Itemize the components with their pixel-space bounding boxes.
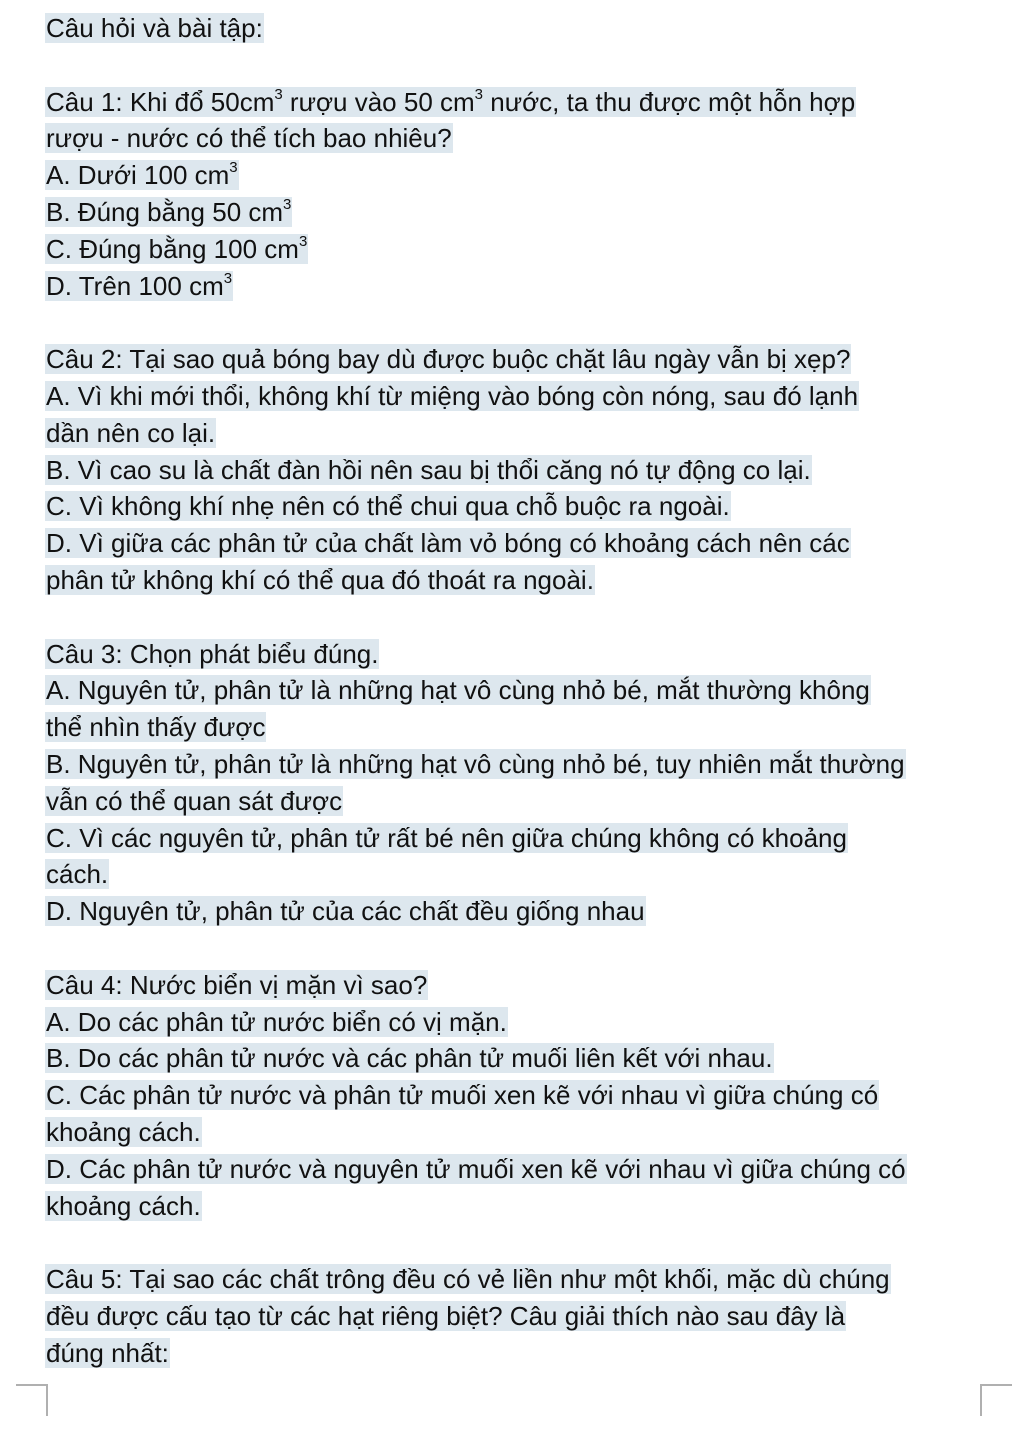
question-3-option-a-cont: thể nhìn thấy được [46, 712, 266, 743]
question-1-option-c: C. Đúng bằng 100 $cm^3$ [46, 232, 308, 264]
question-4-option-d-cont: khoảng cách. [46, 1190, 201, 1221]
question-3-text: Câu 3: Chọn phát biểu đúng. [46, 638, 379, 669]
question-4-text: Câu 4: Nước biển vị mặn vì sao? [46, 969, 428, 1000]
question-1-text-cont: rượu - nước có thể tích bao nhiêu? [46, 123, 452, 154]
question-2-option-a: A. Vì khi mới thổi, không khí từ miệng vào bóng còn nóng, sau đó lạnh [46, 380, 859, 411]
question-3-option-b: B. Nguyên tử, phân tử là những hạt vô cùng nhỏ bé, tuy nhiên mắt thường [46, 748, 905, 779]
question-4-option-c-cont: khoảng cách. [46, 1116, 201, 1147]
question-2-option-a-cont: dần nên co lại. [46, 417, 216, 448]
question-5-text-cont: đều được cấu tạo từ các hạt riêng biệt? Câu giải thích nào sau đây là [46, 1300, 846, 1331]
question-2-text: Câu 2: Tại sao quả bóng bay dù được buộc chặt lâu ngày vẫn bị xẹp? [46, 344, 851, 375]
question-2-option-c: C. Vì không khí nhẹ nên có thể chui qua chỗ buộc ra ngoài. [46, 491, 730, 522]
question-5-text-end: đúng nhất: [46, 1337, 169, 1368]
question-1-option-b: B. Đúng bằng 50 $cm^3$ [46, 195, 292, 227]
question-2-option-d: D. Vì giữa các phân tử của chất làm vỏ bóng có khoảng cách nên các [46, 528, 850, 559]
question-3-option-d: D. Nguyên tử, phân tử của các chất đều giống nhau [46, 896, 645, 927]
page-corner-mark-left [16, 1384, 48, 1416]
question-3-option-a: A. Nguyên tử, phân tử là những hạt vô cùng nhỏ bé, mắt thường không [46, 675, 870, 706]
question-5-text: Câu 5: Tại sao các chất trông đều có vẻ liền như một khối, mặc dù chúng [46, 1264, 890, 1295]
question-4-option-c: C. Các phân tử nước và phân tử muối xen kẽ với nhau vì giữa chúng có [46, 1080, 879, 1111]
question-1-text: Câu 1: Khi đổ $50cm^3$ rượu vào 50 $cm^3$ nước, ta thu được một hỗn hợp [46, 85, 856, 117]
question-1-option-d: D. Trên 100 $cm^3$ [46, 269, 233, 301]
question-4-option-a: A. Do các phân tử nước biển có vị mặn. [46, 1006, 507, 1037]
question-3-option-b-cont: vẫn có thể quan sát được [46, 785, 343, 816]
page-corner-mark-right [980, 1384, 1012, 1416]
question-2-option-b: B. Vì cao su là chất đàn hồi nên sau bị thổi căng nó tự động co lại. [46, 454, 811, 485]
question-4-option-d: D. Các phân tử nước và nguyên tử muối xen kẽ với nhau vì giữa chúng có [46, 1153, 906, 1184]
question-2-option-d-cont: phân tử không khí có thể qua đó thoát ra ngoài. [46, 564, 594, 595]
document-page [45, 10, 1005, 1371]
question-3-option-c: C. Vì các nguyên tử, phân tử rất bé nên giữa chúng không có khoảng [46, 822, 847, 853]
question-1-option-a: A. Dưới 100 $cm^3$ [46, 159, 238, 191]
question-4-option-b: B. Do các phân tử nước và các phân tử muối liên kết với nhau. [46, 1043, 773, 1074]
question-3-option-c-cont: cách. [46, 859, 109, 890]
section-heading: Câu hỏi và bài tập: [46, 13, 263, 43]
